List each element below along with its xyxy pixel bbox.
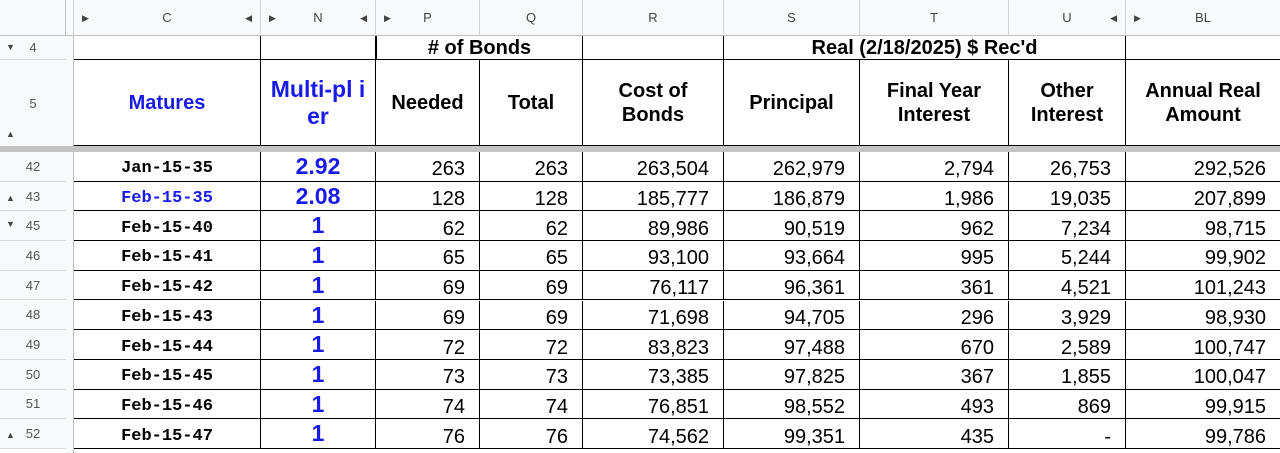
cell-total[interactable]: 69 [480,271,583,301]
header-multiplier[interactable]: Multi-pl ier [261,60,376,146]
cell-principal[interactable]: 98,552 [724,390,860,420]
cell-principal[interactable]: 262,979 [724,152,860,182]
select-all-corner[interactable] [0,0,66,36]
cell-total[interactable]: 73 [480,360,583,390]
cell-final-year[interactable]: 435 [860,419,1009,449]
row-number: 45 [25,218,41,234]
cell-multiplier[interactable]: 2.92 [261,152,376,182]
cell-other[interactable]: 7,234 [1009,211,1126,241]
cell-final-year[interactable]: 1,986 [860,182,1009,212]
cell-total[interactable]: 69 [480,301,583,331]
cell-principal[interactable]: 97,488 [724,330,860,360]
cell-matures[interactable]: Feb-15-46 [74,390,261,420]
row-number: 50 [25,366,41,382]
cell-annual[interactable]: 98,715 [1126,211,1280,241]
expand-right-icon[interactable]: ▶ [82,13,89,23]
header-needed[interactable]: Needed [376,60,480,146]
cell-needed[interactable]: 74 [376,390,480,420]
cell-cost[interactable]: 76,117 [583,271,724,301]
cell-principal[interactable]: 99,351 [724,419,860,449]
group-header-bonds[interactable]: # of Bonds [376,36,583,60]
cell-principal[interactable]: 186,879 [724,182,860,212]
cell-c4[interactable] [74,36,261,60]
row-header-50[interactable] [0,360,66,390]
row-header-5[interactable] [0,60,66,146]
expand-right-icon[interactable]: ▶ [1134,13,1141,23]
expand-left-icon[interactable]: ◀ [1110,13,1117,23]
column-header-t[interactable] [860,0,1009,36]
row-header-52[interactable] [0,419,66,449]
cell-annual[interactable]: 100,747 [1126,330,1280,360]
row-header-48[interactable] [0,301,66,331]
cell-multiplier[interactable]: 1 [261,271,376,301]
column-letter: P [423,10,432,25]
cell-other[interactable]: 19,035 [1009,182,1126,212]
cell-cost[interactable]: 93,100 [583,241,724,271]
cell-matures[interactable]: Feb-15-40 [74,211,261,241]
cell-cost[interactable]: 73,385 [583,360,724,390]
cell-total[interactable]: 65 [480,241,583,271]
cell-total[interactable]: 263 [480,152,583,182]
cell-r4[interactable] [583,36,724,60]
cell-multiplier[interactable]: 1 [261,330,376,360]
cell-needed[interactable]: 65 [376,241,480,271]
column-letter: Q [525,10,537,25]
expand-left-icon[interactable]: ◀ [360,13,367,23]
row-number: 4 [29,40,37,55]
group-header-real[interactable]: Real (2/18/2025) $ Rec'd [724,36,1126,60]
cell-matures[interactable]: Feb-15-45 [74,360,261,390]
column-header-n[interactable] [261,0,376,36]
cell-final-year[interactable]: 670 [860,330,1009,360]
cell-matures[interactable]: Jan-15-35 [74,152,261,182]
row-header-42[interactable] [0,152,66,182]
cell-multiplier[interactable]: 1 [261,241,376,271]
cell-total[interactable]: 74 [480,390,583,420]
header-cost[interactable]: Cost of Bonds [583,60,724,146]
column-header-c[interactable] [74,0,261,36]
header-final-year[interactable]: Final Year Interest [860,60,1009,146]
column-letter: T [930,10,938,25]
row-header-4[interactable] [0,36,66,60]
row-header-51[interactable] [0,390,66,420]
row-header-43[interactable] [0,182,66,212]
cell-final-year[interactable]: 367 [860,360,1009,390]
cell-other[interactable]: 26,753 [1009,152,1126,182]
column-header-q[interactable] [480,0,583,36]
cell-annual[interactable]: 292,526 [1126,152,1280,182]
cell-multiplier[interactable]: 2.08 [261,182,376,212]
expand-icon[interactable]: ▲ [6,430,15,441]
cell-total[interactable]: 76 [480,419,583,449]
row-number: 47 [25,277,41,293]
cell-matures[interactable]: Feb-15-35 [74,182,261,212]
cell-multiplier[interactable]: 1 [261,390,376,420]
row-number: 46 [25,247,41,263]
cell-matures[interactable]: Feb-15-41 [74,241,261,271]
expand-icon[interactable]: ▲ [6,129,15,139]
cell-matures[interactable]: Feb-15-47 [74,419,261,449]
cell-final-year[interactable]: 296 [860,301,1009,331]
cell-needed[interactable]: 73 [376,360,480,390]
cell-principal[interactable]: 94,705 [724,301,860,331]
freeze-divider[interactable] [66,36,74,453]
cell-needed[interactable]: 76 [376,419,480,449]
cell-other[interactable]: 3,929 [1009,301,1126,331]
cell-other[interactable]: - [1009,419,1126,449]
expand-right-icon[interactable]: ▶ [384,13,391,23]
cell-total[interactable]: 72 [480,330,583,360]
column-letter: R [648,10,658,25]
expand-icon[interactable]: ▲ [6,192,15,203]
column-letter: U [1062,10,1072,25]
column-header-u[interactable] [1009,0,1126,36]
row-header-47[interactable] [0,271,66,301]
column-header-r[interactable] [583,0,724,36]
cell-principal[interactable]: 96,361 [724,271,860,301]
expand-right-icon[interactable]: ▶ [269,13,276,23]
collapse-icon[interactable]: ▼ [6,219,15,230]
cell-total[interactable]: 62 [480,211,583,241]
row-header-45[interactable] [0,211,66,241]
cell-principal[interactable]: 93,664 [724,241,860,271]
cell-other[interactable]: 4,521 [1009,271,1126,301]
row-number: 42 [25,158,41,174]
cell-cost[interactable]: 76,851 [583,390,724,420]
cell-final-year[interactable]: 995 [860,241,1009,271]
cell-multiplier[interactable]: 1 [261,419,376,449]
cell-final-year[interactable]: 493 [860,390,1009,420]
row-number: 5 [29,95,37,111]
cell-annual[interactable]: 100,047 [1126,360,1280,390]
cell-other[interactable]: 2,589 [1009,330,1126,360]
cell-needed[interactable]: 69 [376,301,480,331]
column-header-p[interactable] [376,0,480,36]
cell-n4[interactable] [261,36,376,60]
header-total[interactable]: Total [480,60,583,146]
cell-other[interactable]: 869 [1009,390,1126,420]
row-header-46[interactable] [0,241,66,271]
cell-needed[interactable]: 69 [376,271,480,301]
cell-needed[interactable]: 263 [376,152,480,182]
cell-other[interactable]: 1,855 [1009,360,1126,390]
cell-cost[interactable]: 263,504 [583,152,724,182]
cell-cost[interactable]: 83,823 [583,330,724,360]
cell-multiplier[interactable]: 1 [261,301,376,331]
column-letter: N [313,10,323,25]
cell-annual[interactable]: 98,930 [1126,301,1280,331]
cell-other[interactable]: 5,244 [1009,241,1126,271]
column-letter: C [162,10,172,25]
column-header-s[interactable] [724,0,860,36]
cell-final-year[interactable]: 962 [860,211,1009,241]
cell-matures[interactable]: Feb-15-44 [74,330,261,360]
collapse-icon[interactable]: ▼ [6,42,15,52]
cell-cost[interactable]: 89,986 [583,211,724,241]
header-annual[interactable]: Annual Real Amount [1126,60,1280,146]
cell-annual[interactable]: 99,902 [1126,241,1280,271]
cell-principal[interactable]: 90,519 [724,211,860,241]
hidden-columns-gap [66,0,74,36]
cell-multiplier[interactable]: 1 [261,360,376,390]
cell-annual[interactable]: 101,243 [1126,271,1280,301]
expand-left-icon[interactable]: ◀ [245,13,252,23]
cell-final-year[interactable]: 361 [860,271,1009,301]
row-header-49[interactable] [0,330,66,360]
row-number: 49 [25,337,41,353]
column-letter: S [787,10,796,25]
header-principal[interactable]: Principal [724,60,860,146]
cell-multiplier[interactable]: 1 [261,211,376,241]
cell-cost[interactable]: 74,562 [583,419,724,449]
cell-annual[interactable]: 207,899 [1126,182,1280,212]
cell-needed[interactable]: 128 [376,182,480,212]
cell-total[interactable]: 128 [480,182,583,212]
row-number: 52 [25,426,41,442]
cell-cost[interactable]: 71,698 [583,301,724,331]
cell-needed[interactable]: 62 [376,211,480,241]
row-number: 51 [25,396,41,412]
cell-principal[interactable]: 97,825 [724,360,860,390]
cell-cost[interactable]: 185,777 [583,182,724,212]
cell-matures[interactable]: Feb-15-43 [74,301,261,331]
header-other[interactable]: Other Interest [1009,60,1126,146]
cell-annual[interactable]: 99,915 [1126,390,1280,420]
row-number: 43 [25,188,41,204]
cell-bl4[interactable] [1126,36,1280,60]
row-number: 48 [25,307,41,323]
cell-needed[interactable]: 72 [376,330,480,360]
cell-matures[interactable]: Feb-15-42 [74,271,261,301]
header-matures[interactable]: Matures [74,60,261,146]
column-header-bl[interactable] [1126,0,1280,36]
cell-final-year[interactable]: 2,794 [860,152,1009,182]
column-letter: BL [1195,10,1211,25]
cell-annual[interactable]: 99,786 [1126,419,1280,449]
